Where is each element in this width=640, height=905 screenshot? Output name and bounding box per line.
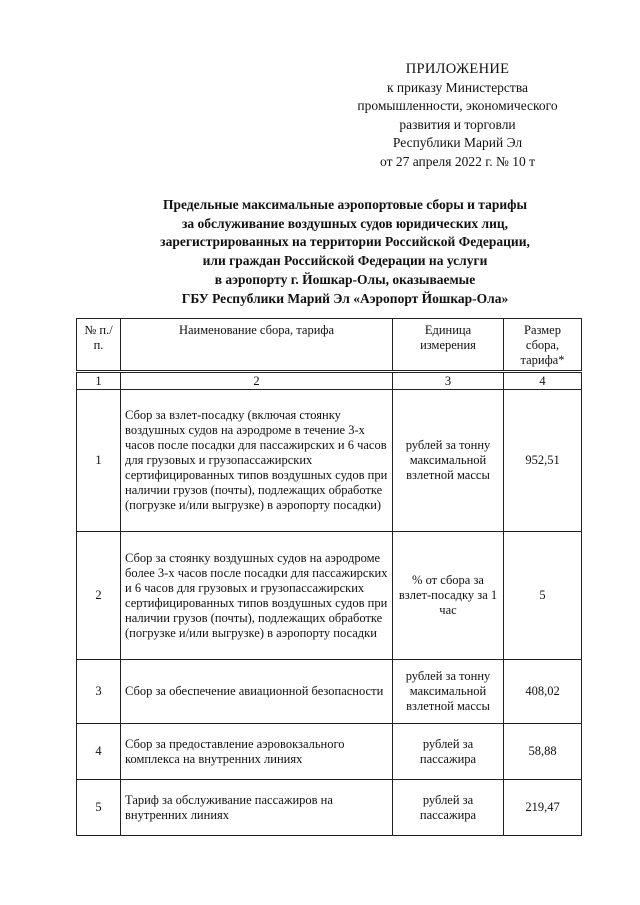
- fee-value: 408,02: [504, 660, 582, 724]
- row-number: 4: [77, 724, 121, 780]
- row-number: 1: [77, 390, 121, 532]
- fee-unit: рублей за пассажира: [393, 724, 504, 780]
- fee-name: Тариф за обслуживание пассажиров на внутренних линиях: [121, 780, 393, 836]
- document-title: [110, 196, 580, 308]
- title-line: Предельные максимальные аэропортовые сборы и тарифы: [162, 197, 527, 212]
- row-number: 5: [77, 780, 121, 836]
- table-row: [77, 532, 582, 660]
- fee-unit: рублей за пассажира: [393, 780, 504, 836]
- header-value: Размер сбора, тарифа*: [504, 319, 582, 372]
- column-number: 2: [121, 372, 393, 390]
- appendix-heading: ПРИЛОЖЕНИЕ: [405, 61, 510, 77]
- fee-value: 952,51: [504, 390, 582, 532]
- tariff-table: [76, 318, 582, 836]
- fee-value: 5: [504, 532, 582, 660]
- fee-name: Сбор за взлет-посадку (включая стоянку воздушных судов на аэродроме в течение 3-х часов после посадки для пассажирских и 6 часов для грузовых и грузопассажирских сертифицированных типов воздушных судов при наличии грузов (почты), подлежащих обработке (погрузке и/или выгрузке) в аэропорту посадки): [121, 390, 393, 532]
- title-line: зарегистрированных на территории Российской Федерации,: [160, 234, 530, 250]
- appendix-line: промышленности, экономического: [357, 98, 558, 113]
- appendix-line: развития и торговли: [399, 116, 516, 132]
- appendix-line: к приказу Министерства: [386, 79, 529, 95]
- table-row: [77, 390, 582, 532]
- header-number: № п./п.: [77, 319, 121, 372]
- fee-value: 219,47: [504, 780, 582, 836]
- title-line: за обслуживание воздушных судов юридических лиц,: [181, 215, 509, 231]
- title-line: в аэропорту г. Йошкар-Олы, оказываемые: [214, 271, 476, 287]
- column-number: 4: [504, 372, 582, 390]
- table-header-row: [77, 319, 582, 372]
- table-row: [77, 780, 582, 836]
- row-number: 3: [77, 660, 121, 724]
- column-numbers-row: [77, 372, 582, 390]
- fee-unit: рублей за тонну максимальной взлетной массы: [393, 660, 504, 724]
- appendix-line: Республики Марий Эл: [392, 135, 523, 150]
- appendix-block: [340, 60, 575, 171]
- row-number: 2: [77, 532, 121, 660]
- fee-name: Сбор за предоставление аэровокзального комплекса на внутренних линиях: [121, 724, 393, 780]
- fee-name: Сбор за обеспечение авиационной безопасности: [121, 660, 393, 724]
- header-name: Наименование сбора, тарифа: [121, 319, 393, 372]
- appendix-date-line: от 27 апреля 2022 г. № 10 т: [380, 153, 535, 169]
- fee-value: 58,88: [504, 724, 582, 780]
- fee-name: Сбор за стоянку воздушных судов на аэродроме более 3-х часов после посадки для пассажирских и 6 часов для грузовых и грузопассажирских сертифицированных типов воздушных судов при наличии грузов (почты), подлежащих обработке (погрузке и/или выгрузке) в аэропорту посадки: [121, 532, 393, 660]
- title-line: или граждан Российской Федерации на услуги: [202, 253, 488, 269]
- table-row: [77, 724, 582, 780]
- title-line: ГБУ Республики Марий Эл «Аэропорт Йошкар-Ола»: [181, 290, 509, 306]
- table-row: [77, 660, 582, 724]
- fee-unit: рублей за тонну максимальной взлетной массы: [393, 390, 504, 532]
- column-number: 1: [77, 372, 121, 390]
- fee-unit: % от сбора за взлет-посадку за 1 час: [393, 532, 504, 660]
- column-number: 3: [393, 372, 504, 390]
- header-unit: Единица измерения: [393, 319, 504, 372]
